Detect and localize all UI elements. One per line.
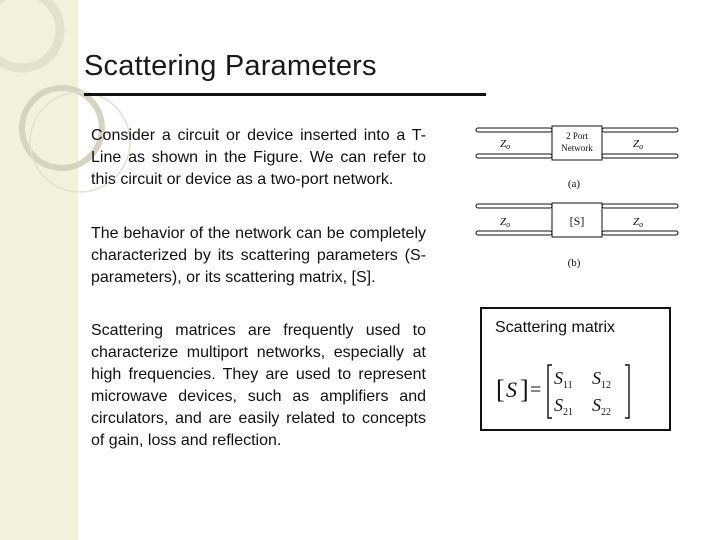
line-b-left-bottom — [476, 231, 552, 235]
matrix-entry-s21: $S_{21}$ — [554, 395, 573, 418]
ring-medium — [22, 88, 102, 168]
paragraph-applications: Scattering matrices are frequently used to characterize multiport networks, especially at high frequencies. They are used to represent microwave devices, such as amplifiers and circulators, and are easily related to concepts of gain, loss and reflection. — [91, 322, 426, 449]
line-b-right-bottom — [602, 231, 678, 235]
scattering-matrix-equation — [496, 361, 636, 421]
matrix-left-bracket — [548, 365, 552, 418]
paragraph-behavior: The behavior of the network can be completely characterized by its scattering parameters (S-parameters), or its scattering matrix, [S]. — [91, 225, 426, 286]
paragraph-two-port-intro: Consider a circuit or device inserted into a T-Line as shown in the Figure. We can refer to this circuit or device as a two-port network. — [91, 127, 426, 188]
figure-b — [476, 203, 678, 269]
lhs-open-bracket: [ — [496, 375, 505, 404]
box-b-label: [S] — [569, 214, 585, 228]
matrix-entry-s11: $S_{11}$ — [554, 368, 573, 391]
line-a-left-bottom — [476, 154, 552, 158]
impedance-a-left: Zo — [500, 138, 511, 151]
scattering-matrix-panel — [480, 307, 671, 431]
line-a-left-top — [476, 128, 552, 132]
line-b-right-top — [602, 204, 678, 208]
box-a-line2: Network — [561, 143, 593, 153]
impedance-b-left: Zo — [500, 216, 511, 229]
lhs-close-bracket: ] — [520, 375, 529, 404]
equals-sign: = — [530, 379, 542, 401]
matrix-entry-s22: $S_{22}$ — [592, 395, 611, 418]
two-port-network-figure — [468, 118, 688, 278]
title-underline — [84, 93, 486, 96]
box-a-line1: 2 Port — [566, 131, 588, 141]
caption-b: (b) — [567, 257, 581, 269]
impedance-a-right: Zo — [633, 138, 644, 151]
line-a-right-bottom — [602, 154, 678, 158]
impedance-b-right: Zo — [633, 216, 644, 229]
matrix-entry-s12: $S_{12}$ — [592, 368, 611, 391]
matrix-panel-label: Scattering matrix — [495, 319, 616, 336]
matrix-right-bracket — [625, 365, 629, 418]
slide-title: Scattering Parameters — [84, 50, 377, 82]
lhs-symbol: S — [506, 377, 517, 402]
line-b-left-top — [476, 204, 552, 208]
line-a-right-top — [602, 128, 678, 132]
ring-large — [0, 0, 60, 68]
caption-a: (a) — [567, 178, 581, 190]
figure-a — [476, 126, 678, 190]
